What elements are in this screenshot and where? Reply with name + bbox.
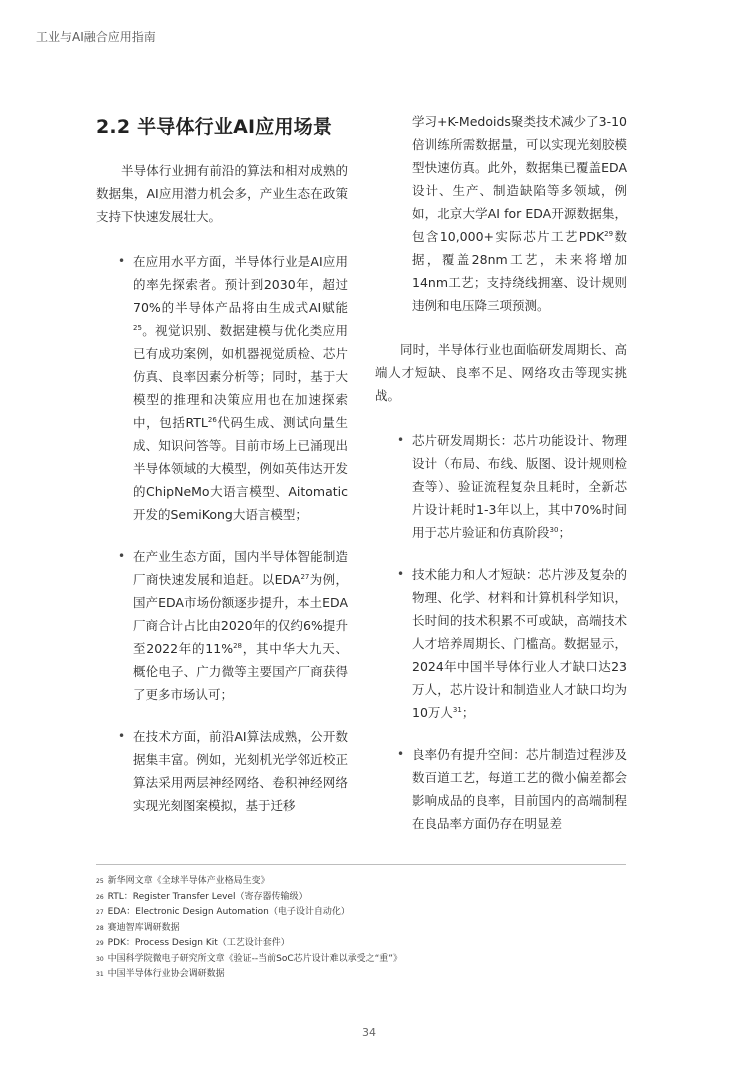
footnote-text: EDA：Electronic Design Automation（电子设计自动化） <box>107 907 350 917</box>
bullet-dot: • <box>397 567 405 581</box>
bullet-text: 在应用水平方面，半导体行业是AI应用的率先探索者。预计到2030年，超过70%的半导体产品将由生成式AI赋能 <box>133 254 348 315</box>
continued-bullet-text <box>375 110 627 317</box>
bullet-text: 在产业生态方面，国内半导体智能制造厂商快速发展和追赶。以EDA <box>133 549 348 587</box>
bullet-text: ，其中华大九天、概伦电子、广力微等主要国产厂商获得了更多市场认可； <box>133 641 348 702</box>
footnote-item <box>96 921 626 937</box>
bullet-text: 在技术方面，前沿AI算法成熟，公开数据集丰富。例如，光刻机光学邻近校正算法采用两层神经网络、卷积神经网络实现光刻图案模拟，基于迁移 <box>133 729 348 813</box>
footnote-item <box>96 967 626 983</box>
footnote-text: 中国科学院微电子研究所文章《验证--当前SoC芯片设计难以承受之“重”》 <box>107 953 402 964</box>
bullet-list-left <box>96 250 348 817</box>
footnote-text: 中国半导体行业协会调研数据 <box>107 969 225 979</box>
bullet-text: ； <box>558 525 571 540</box>
footnote-ref[interactable]: 26 <box>207 416 217 424</box>
footnotes <box>96 874 626 983</box>
page-number: 34 <box>362 1026 376 1039</box>
footnote-number: 31 <box>96 971 104 978</box>
bullet-text: 数据，覆盖28nm工艺，未来将增加14nm工艺；支持绕线拥塞、设计规则违例和电压降三项预测。 <box>412 229 627 313</box>
bullet-dot: • <box>118 549 126 563</box>
footnote-ref[interactable]: 25 <box>133 324 142 332</box>
footnote-item <box>96 890 626 906</box>
footnote-text: RTL：Register Transfer Level（寄存器传输级） <box>107 891 308 902</box>
footnote-item <box>96 936 626 952</box>
bullet-dot: • <box>397 747 405 761</box>
footnote-ref[interactable]: 29 <box>604 230 614 238</box>
bullet-text: 代码生成、测试向量生成、知识问答等。目前市场上已涌现出半导体领域的大模型，例如英伟达开发的ChipNeMo大语言模型、Aitomatic开发的SemiKong大语言模型； <box>133 415 348 522</box>
challenges-paragraph: 同时，半导体行业也面临研发周期长、高端人才短缺、良率不足、网络攻击等现实挑战。 <box>375 342 627 403</box>
footnote-divider <box>96 864 626 865</box>
bullet-list-right <box>375 429 627 835</box>
running-header: 工业与AI融合应用指南 <box>36 30 156 44</box>
bullet-item-industry-ecosystem <box>96 545 348 706</box>
bullet-text: ； <box>461 705 475 720</box>
footnote-text: 新华网文章《全球半导体产业格局生变》 <box>107 876 270 886</box>
bullet-text: 芯片研发周期长：芯片功能设计、物理设计（布局、布线、版图、设计规则检查等）、验证流程复杂且耗时，全新芯片设计耗时1-3年以上，其中70%时间用于芯片验证和仿真阶段 <box>412 433 627 540</box>
bullet-item-talent-shortage <box>375 563 627 724</box>
bullet-text: 为例，国产EDA市场份额逐步提升，本土EDA厂商合计占比由2020年的仅约6%提升至2022年的11% <box>133 572 348 656</box>
right-column <box>375 110 627 854</box>
intro-paragraph: 半导体行业拥有前沿的算法和相对成熟的数据集，AI应用潜力机会多，产业生态在政策支持下快速发展壮大。 <box>96 163 348 224</box>
bullet-dot: • <box>118 729 126 743</box>
footnote-ref[interactable]: 27 <box>300 573 310 581</box>
bullet-text: 学习+K-Medoids聚类技术减少了3-10倍训练所需数据量，可以实现光刻胶模型快速仿真。此外，数据集已覆盖EDA设计、生产、制造缺陷等多领域，例如，北京大学AI for EDA开源数据集，包含10,000+实际芯片工艺PDK <box>412 114 627 244</box>
bullet-item-application-level <box>96 250 348 526</box>
bullet-dot: • <box>397 433 405 447</box>
section-title: 2.2 半导体行业AI应用场景 <box>96 116 333 138</box>
footnote-number: 30 <box>96 955 104 963</box>
footnote-ref[interactable]: 31 <box>452 706 462 714</box>
bullet-item-rd-cycle <box>375 429 627 544</box>
left-column <box>96 112 348 836</box>
bullet-dot: • <box>118 254 126 268</box>
bullet-text: 。视觉识别、数据建模与优化类应用已有成功案例，如机器视觉质检、芯片仿真、良率因素分析等；同时，基于大模型的推理和决策应用也在加速探索中，包括RTL <box>133 323 348 430</box>
footnote-item <box>96 952 626 968</box>
footnote-ref[interactable]: 30 <box>549 526 559 534</box>
footnote-number: 25 <box>96 878 104 885</box>
footnote-ref[interactable]: 28 <box>233 642 243 650</box>
footnote-item <box>96 905 626 921</box>
footnote-item <box>96 874 626 890</box>
bullet-item-yield <box>375 743 627 835</box>
footnote-number: 28 <box>96 924 104 932</box>
footnote-number: 27 <box>96 909 104 916</box>
bullet-text: 良率仍有提升空间：芯片制造过程涉及数百道工艺，每道工艺的微小偏差都会影响成品的良率，目前国内的高端制程在良品率方面仍存在明显差 <box>412 747 627 831</box>
footnote-number: 29 <box>96 940 104 947</box>
bullet-text: 技术能力和人才短缺：芯片涉及复杂的物理、化学、材料和计算机科学知识，长时间的技术积累不可或缺，高端技术人才培养周期长、门槛高。数据显示，2024年中国半导体行业人才缺口达23万人，芯片设计和制造业人才缺口均为10万人 <box>412 567 627 720</box>
footnote-text: PDK：Process Design Kit（工艺设计套件） <box>107 938 290 948</box>
footnote-number: 26 <box>96 893 104 901</box>
bullet-item-technology <box>96 725 348 817</box>
footnote-text: 赛迪智库调研数据 <box>107 922 180 933</box>
